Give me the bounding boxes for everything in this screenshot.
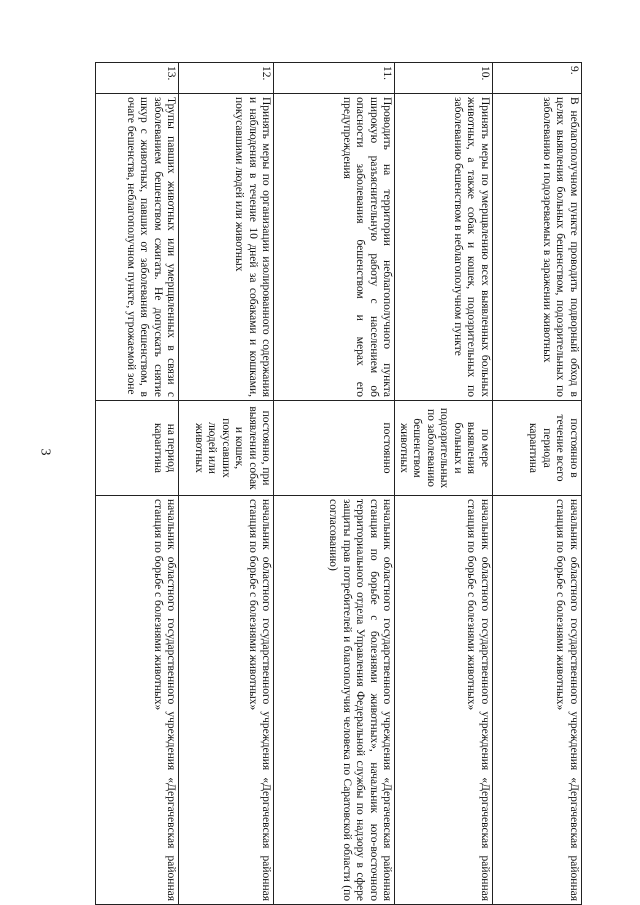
row-number: 11. bbox=[274, 63, 395, 94]
measures-table bbox=[96, 62, 583, 905]
measure-text: Принять меры по умерщвлению всех выявленных больных животных, а также собак и кошек, подозрительных по заболеванию бешенством в неблагополучном пункте bbox=[395, 94, 493, 401]
term-text: по мере выявления больных и подозрительных по заболеванию бешенством животных bbox=[395, 401, 493, 496]
responsible-text: начальник областного государственного учреждения «Дергачевская районная станция по борьбе с болезнями животных» bbox=[493, 496, 582, 905]
responsible-text: начальник областного государственного учреждения «Дергачевская районная станция по борьбе с болезнями животных» bbox=[179, 496, 274, 905]
term-text: постоянно, при выявлении собак и кошек, покусавших людей или животных bbox=[179, 401, 274, 496]
page-number: 3 bbox=[37, 448, 53, 456]
measure-text: Проводить на территории неблагополучного пункта широкую разъяснительную работу с населением об опасности заболевания бешенством и мерах его предупреждения bbox=[274, 94, 395, 401]
measure-text: Принять меры по организации изолированного содержания и наблюдения в течение 10 дней за собаками и кошками, покусавшими людей или животных bbox=[179, 94, 274, 401]
row-number: 9. bbox=[493, 63, 582, 94]
table-row bbox=[179, 63, 274, 905]
measure-text: В неблагополучном пункте проводить подворный обход в целях выявления больных бешенством, подозрительных по заболеванию и подозреваемых в заражении животных bbox=[493, 94, 582, 401]
rotated-page bbox=[72, 62, 582, 905]
term-text: на период карантина bbox=[96, 401, 179, 496]
measure-text: Трупы павших животных или умерщвленных в связи с заболеванием бешенством сжигать. Не допускать снятие шкур с животных, павших от заболевания бешенством, в очаге бешенства, неблагополучном пункте, угрожаемой зоне bbox=[96, 94, 179, 401]
table-row bbox=[395, 63, 493, 905]
row-number: 13. bbox=[96, 63, 179, 94]
term-text: постоянно bbox=[274, 401, 395, 496]
responsible-text: начальник областного государственного учреждения «Дергачевская районная станция по борьбе с болезнями животных» bbox=[395, 496, 493, 905]
table-row bbox=[274, 63, 395, 905]
responsible-text: начальник областного государственного учреждения «Дергачевская районная станция по борьбе с болезнями животных», начальник юго-восточного территориального отдела Управления Федеральной службы по надзору в сфере защиты прав потребителей и благополучия человека по Саратовской области (по согласованию) bbox=[274, 496, 395, 905]
row-number: 12. bbox=[179, 63, 274, 94]
responsible-text: начальник областного государственного учреждения «Дергачевская районная станция по борьбе с болезнями животных» bbox=[96, 496, 179, 905]
table-row bbox=[96, 63, 179, 905]
table-row bbox=[493, 63, 582, 905]
row-number: 10. bbox=[395, 63, 493, 94]
term-text: постоянно в течение всего периода карантина bbox=[493, 401, 582, 496]
